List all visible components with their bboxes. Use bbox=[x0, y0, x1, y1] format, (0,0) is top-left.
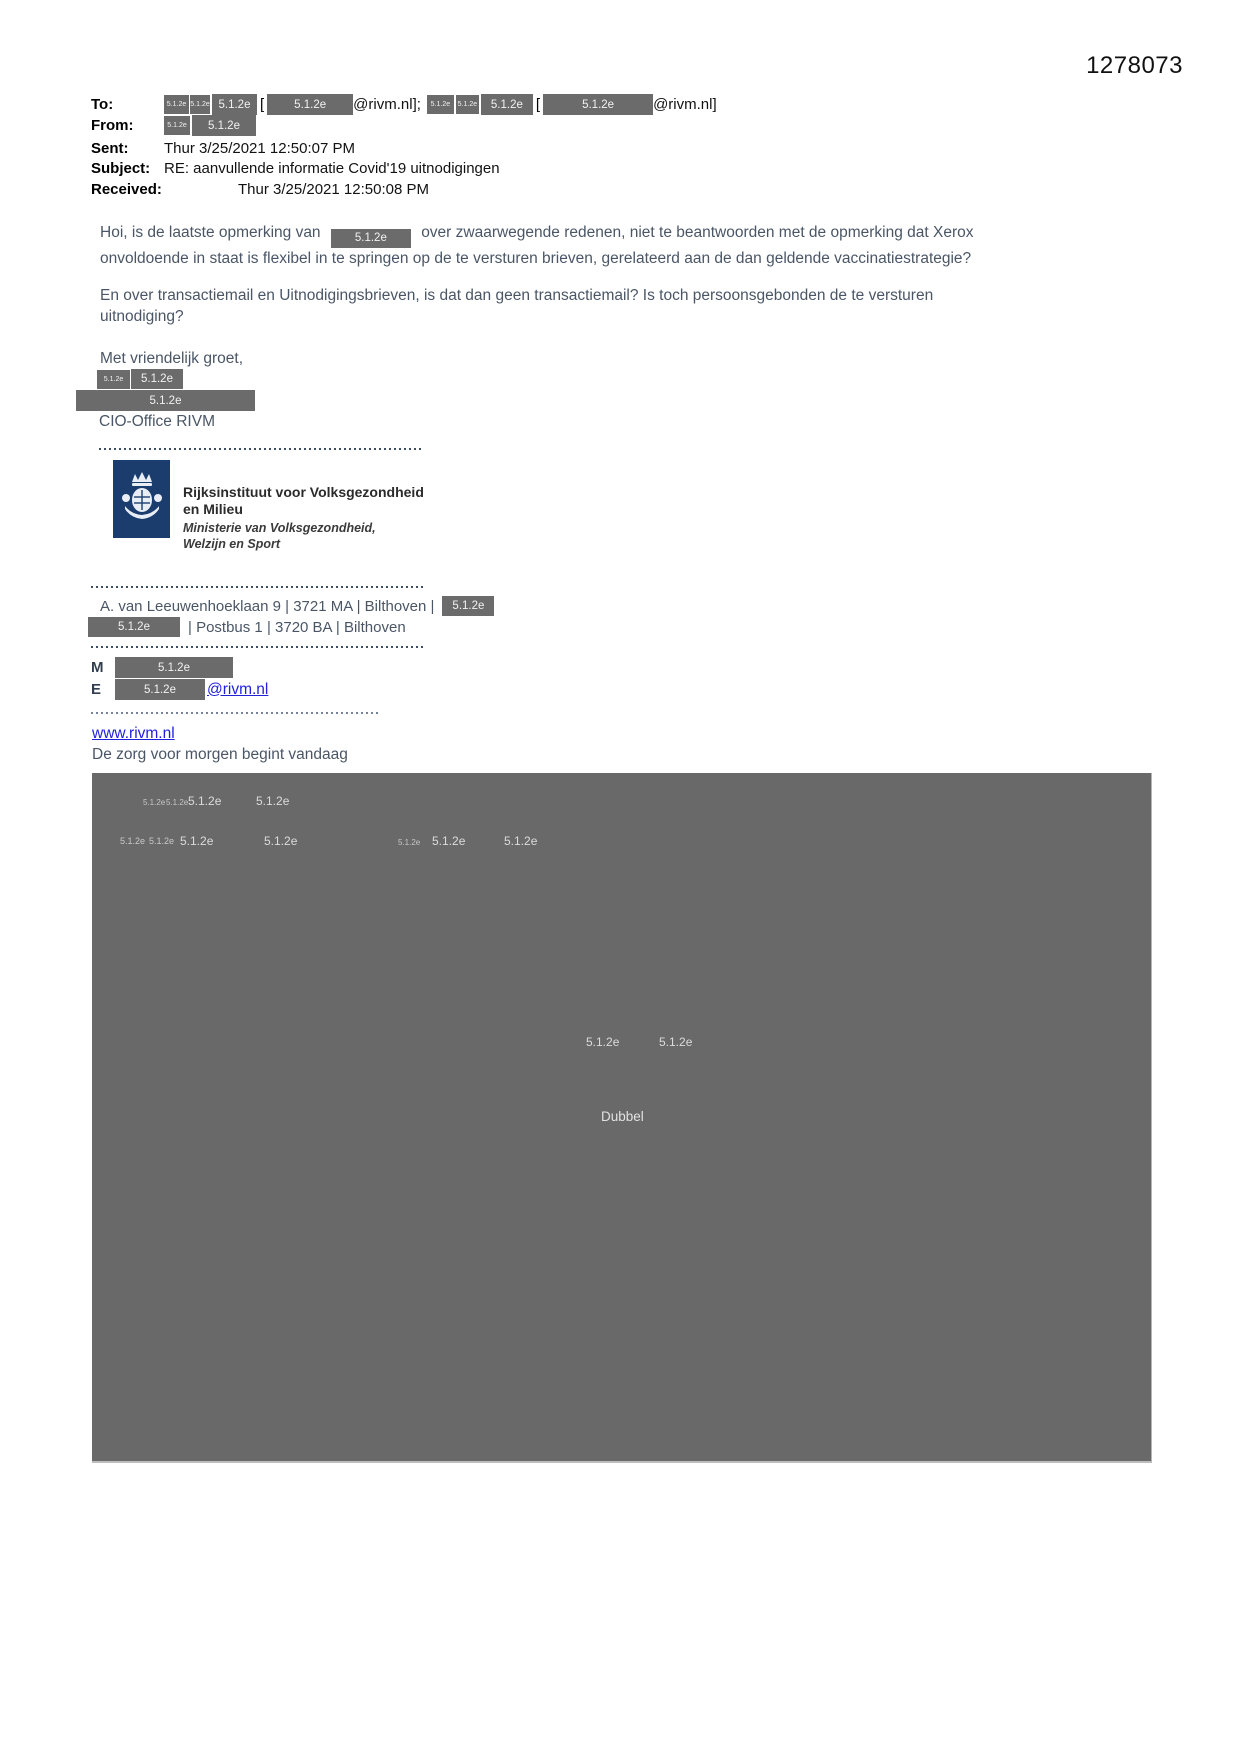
dubbel-label: Dubbel bbox=[601, 1109, 644, 1124]
redaction-box: 5.1.2e bbox=[192, 115, 256, 136]
logo-ministry-line1: Ministerie van Volksgezondheid, bbox=[183, 521, 376, 535]
mobile-label: M bbox=[91, 659, 104, 676]
office-line: CIO-Office RIVM bbox=[99, 413, 215, 430]
email-body-paragraph-1 bbox=[100, 222, 1002, 269]
redaction-box: 5.1.2e bbox=[164, 116, 190, 135]
rivm-logo bbox=[113, 460, 170, 538]
redaction-box: 5.1.2e bbox=[190, 95, 210, 114]
redaction-label: 5.1.2e bbox=[180, 834, 214, 848]
redaction-box: 5.1.2e bbox=[88, 617, 180, 637]
redaction-box: 5.1.2e bbox=[164, 95, 189, 114]
dotted-separator-light bbox=[91, 712, 381, 714]
redaction-box: 5.1.2e bbox=[131, 369, 183, 389]
signature-redaction-row bbox=[97, 369, 183, 389]
from-value-row bbox=[164, 115, 256, 136]
redaction-box: 5.1.2e bbox=[97, 370, 130, 389]
logo-org-line1: Rijksinstituut voor Volksgezondheid bbox=[183, 484, 424, 500]
redaction-label: 5.1.2e bbox=[166, 798, 189, 807]
logo-org-line2: en Milieu bbox=[183, 501, 243, 517]
received-value: Thur 3/25/2021 12:50:08 PM bbox=[238, 181, 429, 198]
redaction-label: 5.1.2e bbox=[398, 838, 421, 847]
to-value-row bbox=[164, 94, 717, 115]
mobile-row bbox=[91, 657, 233, 678]
redaction-box: 5.1.2e bbox=[442, 596, 494, 616]
redaction-label: 5.1.2e bbox=[149, 836, 175, 846]
sent-label: Sent: bbox=[91, 140, 129, 157]
redaction-box: 5.1.2e bbox=[115, 657, 233, 678]
website-link[interactable]: www.rivm.nl bbox=[92, 725, 175, 742]
redaction-label: 5.1.2e bbox=[120, 836, 146, 846]
rivm-crest-icon bbox=[119, 470, 165, 526]
email-link[interactable]: @rivm.nl bbox=[207, 680, 269, 698]
redaction-label: 5.1.2e bbox=[188, 794, 222, 808]
redaction-box: 5.1.2e bbox=[212, 94, 257, 115]
redaction-box: 5.1.2e bbox=[456, 95, 479, 114]
redaction-label: 5.1.2e bbox=[264, 834, 298, 848]
address-line-2 bbox=[88, 617, 406, 637]
recipient-domain: @rivm.nl]; bbox=[353, 96, 421, 113]
email-body-paragraph-2: En over transactiemail en Uitnodigingsbrieven, is dat dan geen transactiemail? Is toch persoonsgebonden de te versturen uitnodiging? bbox=[100, 287, 934, 325]
redaction-label: 5.1.2e bbox=[432, 834, 466, 848]
recipient-domain: @rivm.nl] bbox=[653, 96, 717, 113]
redaction-label: 5.1.2e bbox=[143, 798, 166, 807]
subject-label: Subject: bbox=[91, 160, 151, 177]
body-text-segment: Hoi, is de laatste opmerking van bbox=[100, 224, 321, 241]
dotted-separator bbox=[99, 448, 421, 450]
subject-value: RE: aanvullende informatie Covid'19 uitnodigingen bbox=[164, 160, 500, 177]
address-text: | Postbus 1 | 3720 BA | Bilthoven bbox=[188, 618, 406, 636]
redaction-box: 5.1.2e bbox=[115, 679, 205, 700]
redaction-label: 5.1.2e bbox=[504, 834, 538, 848]
document-number: 1278073 bbox=[1086, 52, 1183, 79]
logo-ministry-line2: Welzijn en Sport bbox=[183, 537, 280, 551]
bracket-open: [ bbox=[260, 96, 265, 113]
redacted-attachment-block bbox=[92, 773, 1152, 1463]
redaction-box: 5.1.2e bbox=[427, 95, 454, 114]
to-label: To: bbox=[91, 96, 114, 113]
redaction-box: 5.1.2e bbox=[331, 229, 411, 248]
body-text-segment: over zwaarwegende redenen, niet te beantwoorden met de opmerking dat Xerox onvoldoende in staat is flexibel in te springen op de te versturen brieven, gerelateerd aan de dan geldende vaccinatiestrategie? bbox=[100, 224, 974, 267]
email-label: E bbox=[91, 681, 102, 698]
closing-line: Met vriendelijk groet, bbox=[100, 350, 244, 367]
address-text: A. van Leeuwenhoeklaan 9 | 3721 MA | Bilthoven | bbox=[100, 597, 435, 615]
redaction-box: 5.1.2e bbox=[481, 94, 533, 115]
dotted-separator bbox=[91, 646, 425, 648]
from-label: From: bbox=[91, 117, 134, 134]
logo-text-block bbox=[183, 484, 424, 552]
tagline: De zorg voor morgen begint vandaag bbox=[92, 746, 348, 763]
redaction-label: 5.1.2e bbox=[586, 1035, 620, 1049]
redaction-label: 5.1.2e bbox=[256, 794, 290, 808]
redaction-box: 5.1.2e bbox=[267, 94, 353, 115]
dotted-separator bbox=[91, 586, 425, 588]
redaction-label: 5.1.2e bbox=[659, 1035, 693, 1049]
address-line-1 bbox=[100, 596, 494, 616]
received-label: Received: bbox=[91, 181, 162, 198]
bracket-open: [ bbox=[535, 96, 541, 113]
sent-value: Thur 3/25/2021 12:50:07 PM bbox=[164, 140, 355, 157]
redaction-box: 5.1.2e bbox=[543, 94, 653, 115]
email-row bbox=[91, 679, 268, 700]
redaction-box: 5.1.2e bbox=[76, 390, 255, 411]
